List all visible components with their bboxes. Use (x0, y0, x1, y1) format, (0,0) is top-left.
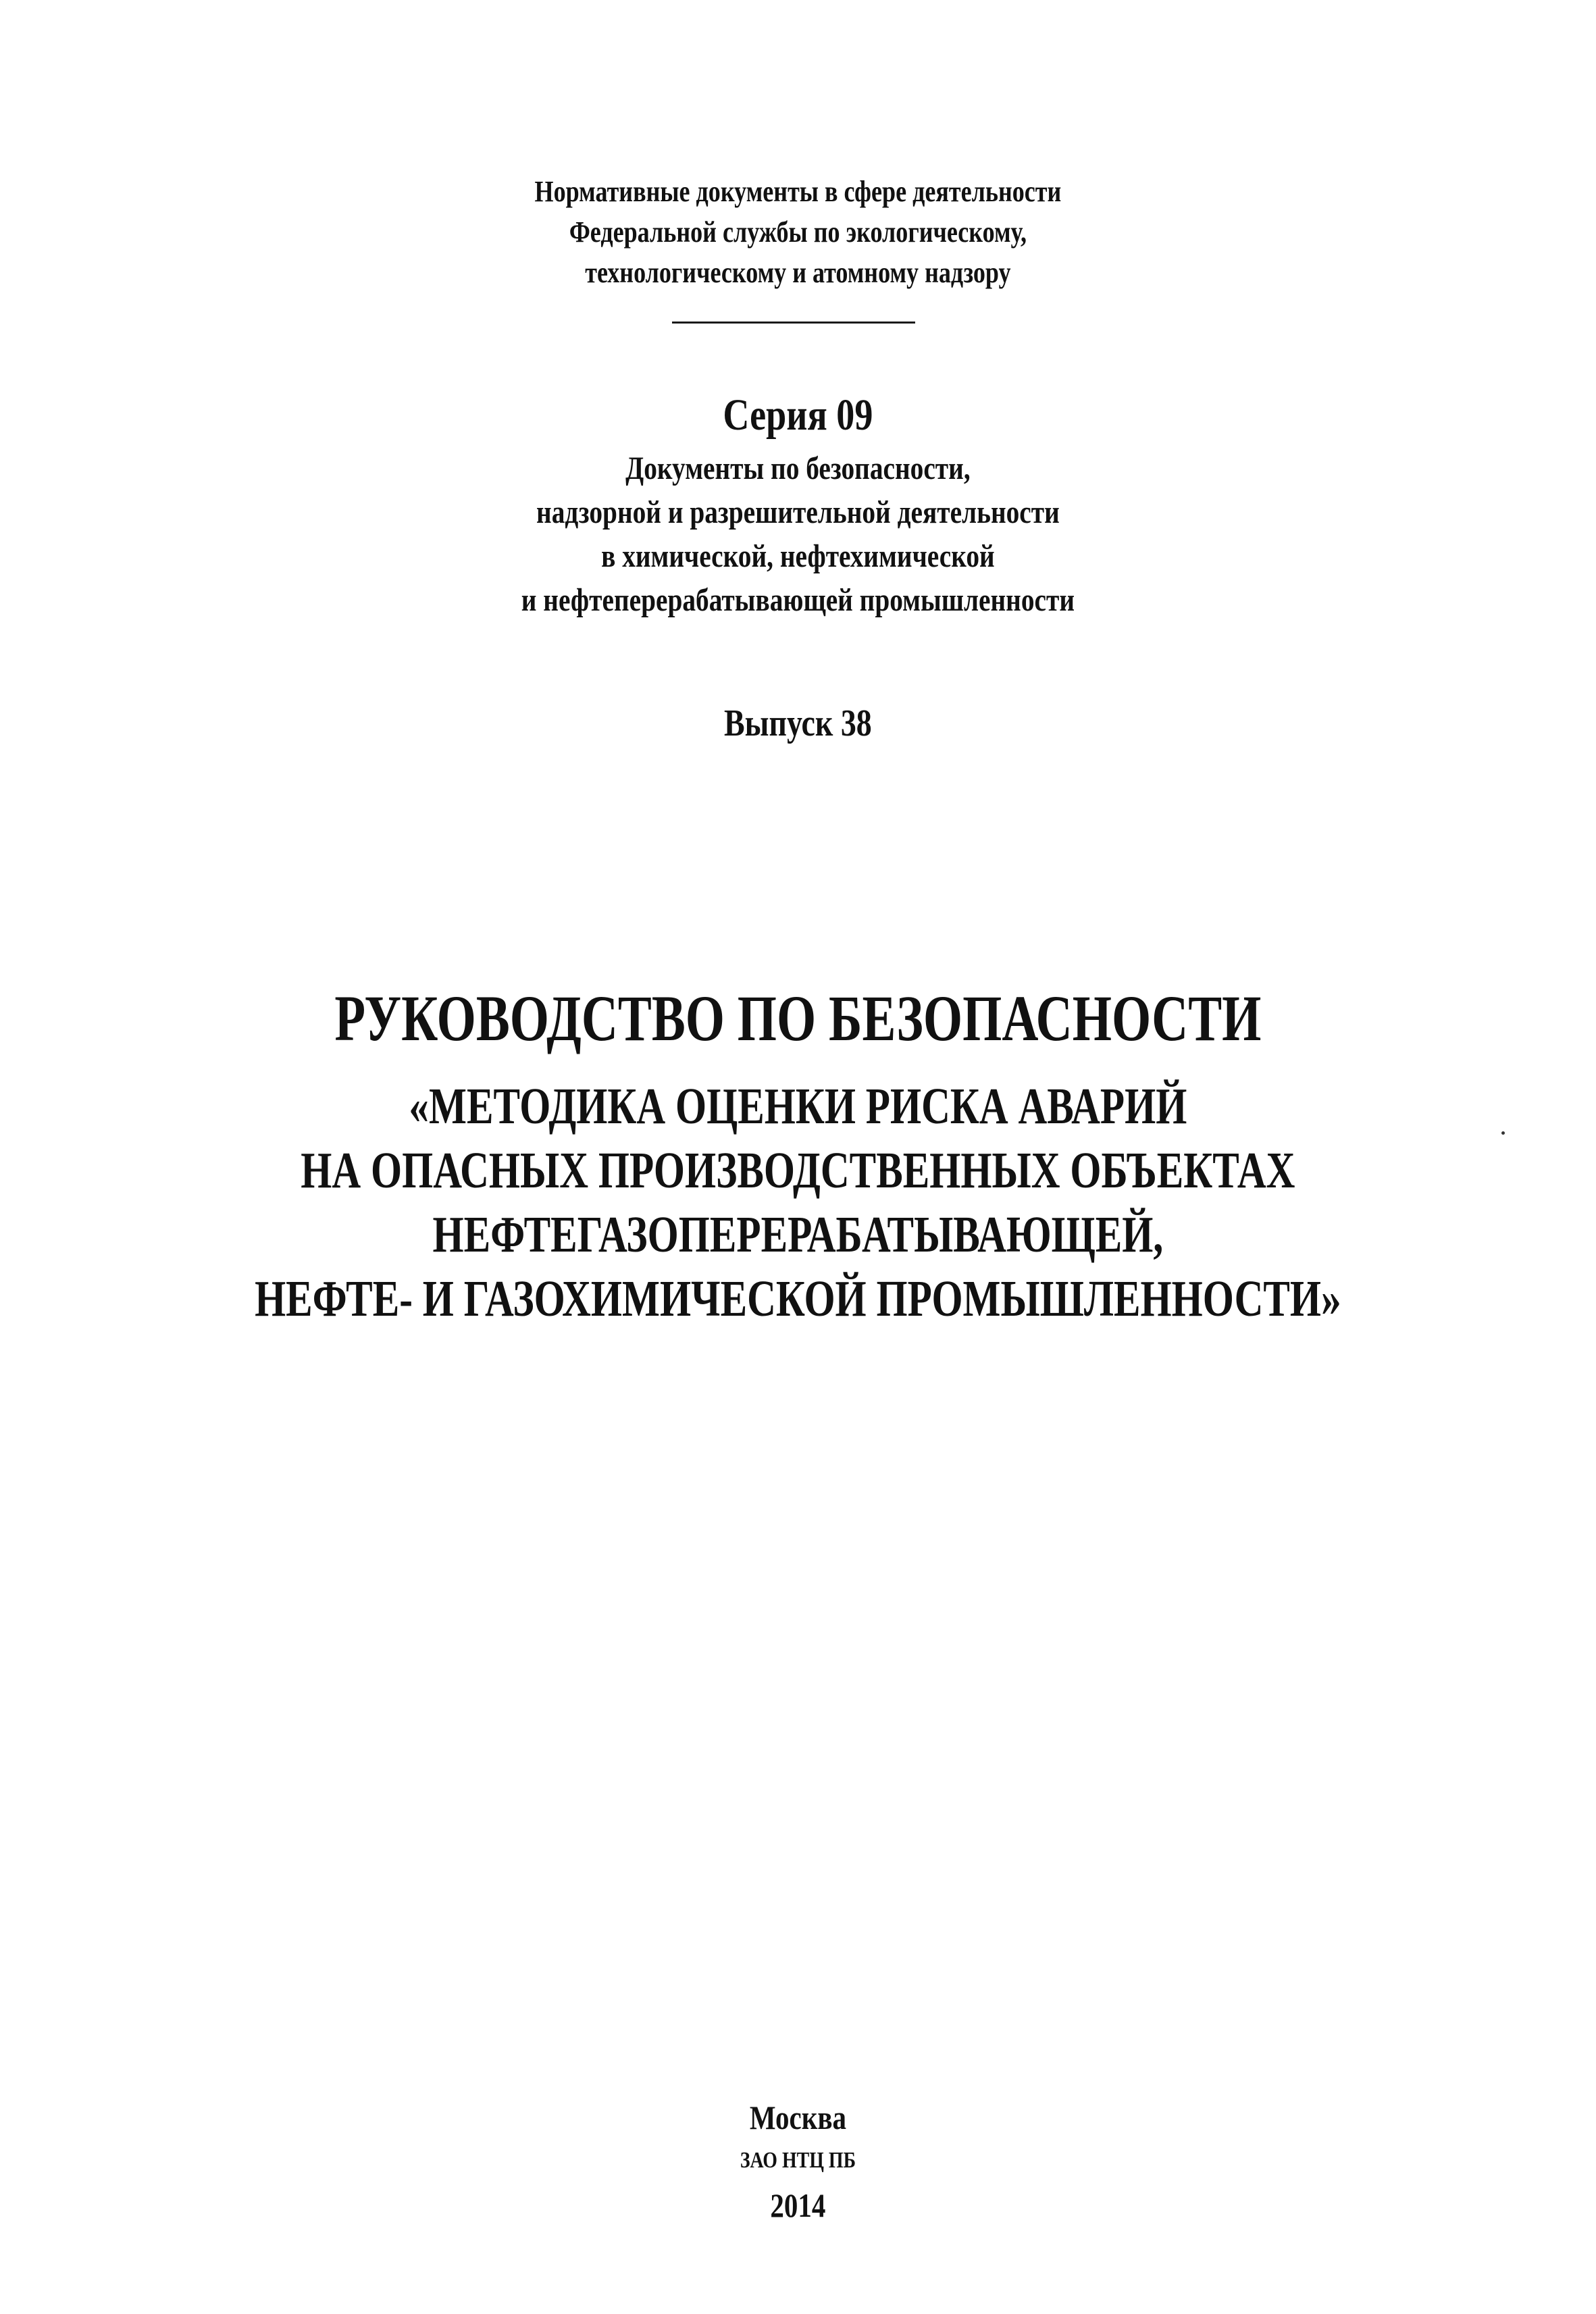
issue-number: Выпуск 38 (724, 702, 872, 744)
header-divider (672, 322, 915, 324)
header-line-1: Нормативные документы в сфере деятельности (534, 175, 1062, 208)
main-title: РУКОВОДСТВО ПО БЕЗОПАСНОСТИ (334, 982, 1262, 1054)
main-subtitle-line-4: НЕФТЕ- И ГАЗОХИМИЧЕСКОЙ ПРОМЫШЛЕННОСТИ» (255, 1270, 1341, 1327)
main-subtitle-line-1: «МЕТОДИКА ОЦЕНКИ РИСКА АВАРИЙ (409, 1078, 1187, 1135)
header-line-2: Федеральной службы по экологическому, (569, 215, 1027, 249)
main-subtitle-line-3: НЕФТЕГАЗОПЕРЕРАБАТЫВАЮЩЕЙ, (432, 1206, 1164, 1263)
footer-city: Москва (749, 2099, 846, 2136)
header-line-3: технологическому и атомному надзору (585, 256, 1011, 289)
scan-speck (1501, 1131, 1505, 1135)
footer-publisher: ЗАО НТЦ ПБ (740, 2148, 856, 2173)
series-description-line-1: Документы по безопасности, (625, 451, 971, 486)
series-description-line-3: в химической, нефтехимической (601, 538, 995, 574)
footer-year: 2014 (770, 2186, 826, 2224)
main-subtitle-line-2: НА ОПАСНЫХ ПРОИЗВОДСТВЕННЫХ ОБЪЕКТАХ (301, 1142, 1295, 1199)
series-description-line-4: и нефтеперерабатывающей промышленности (521, 582, 1075, 618)
series-description-line-2: надзорной и разрешительной деятельности (536, 494, 1060, 530)
series-title: Серия 09 (723, 390, 873, 440)
